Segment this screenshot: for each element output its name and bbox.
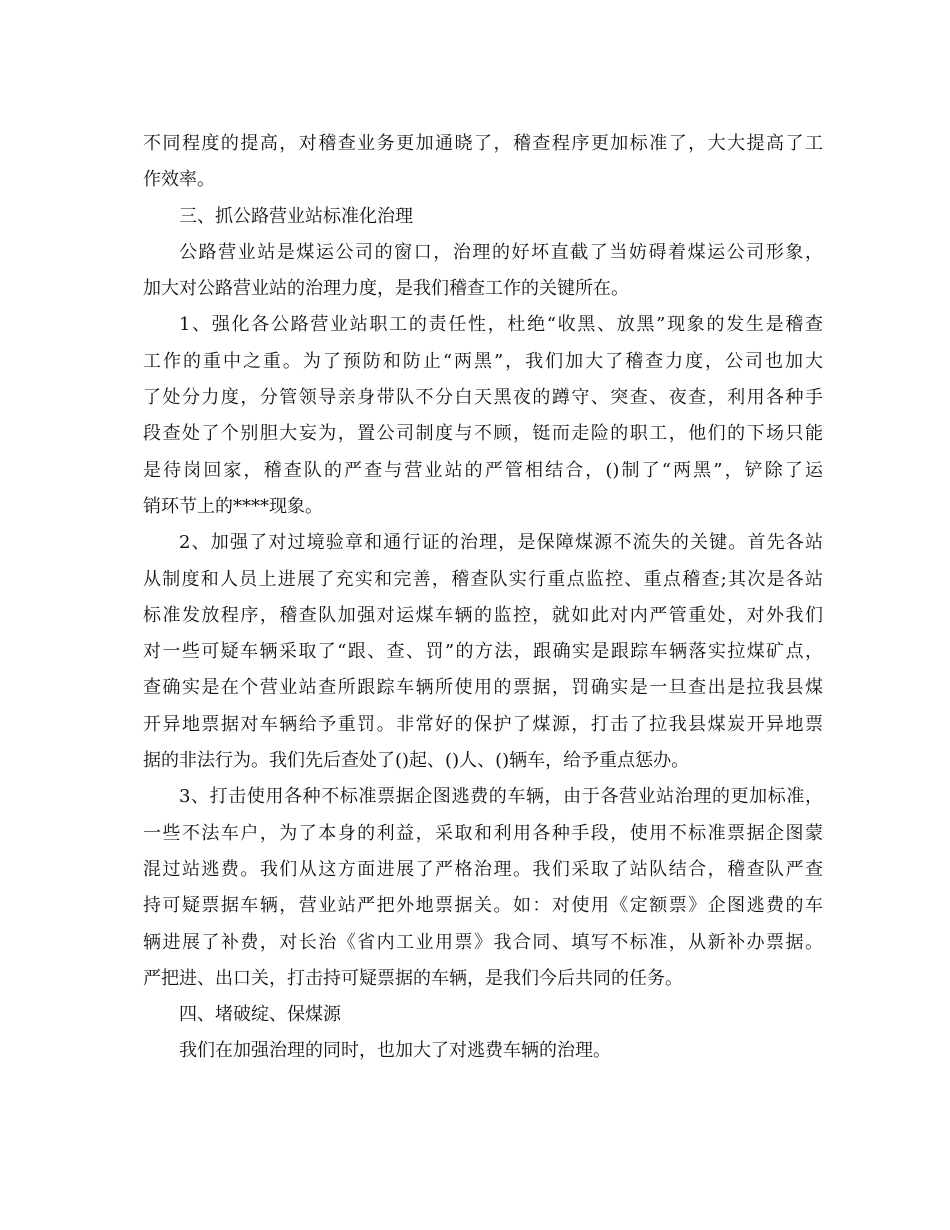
text-line: 3、打击使用各种不标准票据企图逃费的车辆，由于各营业站治理的更加标准， — [179, 786, 823, 808]
text-line: 作效率。 — [143, 169, 215, 191]
text-line: 据的非法行为。我们先后查处了()起、()人、()辆车，给予重点惩办。 — [143, 750, 690, 772]
text-line: 对一些可疑车辆采取了“跟、查、罚”的方法，跟确实是跟踪车辆落实拉煤矿点， — [143, 641, 823, 663]
text-line: 三、抓公路营业站标准化治理 — [179, 205, 413, 227]
text-line: 开异地票据对车辆给予重罚。非常好的保护了煤源，打击了拉我县煤炭开异地票 — [143, 713, 823, 735]
text-line: 标准发放程序，稽查队加强对运煤车辆的监控，就如此对内严管重处，对外我们 — [143, 604, 823, 626]
text-line: 是待岗回家，稽查队的严查与营业站的严管相结合，()制了“两黑”，铲除了运 — [143, 459, 823, 481]
text-line: 工作的重中之重。为了预防和防止“两黑”，我们加大了稽查力度，公司也加大 — [143, 350, 823, 372]
text-line: 了处分力度，分管领导亲身带队不分白天黑夜的蹲守、突查、夜查，利用各种手 — [143, 387, 823, 409]
text-line: 不同程度的提高，对稽查业务更加通晓了，稽查程序更加标准了，大大提高了工 — [143, 133, 823, 154]
text-line: 混过站逃费。我们从这方面进展了严格治理。我们采取了站队结合，稽查队严查 — [143, 858, 823, 880]
text-line: 公路营业站是煤运公司的窗口，治理的好坏直截了当妨碍着煤运公司形象， — [179, 241, 823, 263]
body-text — [143, 126, 823, 1070]
text-line: 四、堵破绽、保煤源 — [179, 1004, 341, 1026]
text-line: 从制度和人员上进展了充实和完善，稽查队实行重点监控、重点稽查;其次是各站 — [143, 568, 823, 590]
text-line: 持可疑票据车辆，营业站严把外地票据关。如：对使用《定额票》企图逃费的车 — [143, 895, 823, 917]
text-line: 查确实是在个营业站查所跟踪车辆所使用的票据，罚确实是一旦查出是拉我县煤 — [143, 677, 823, 699]
text-line: 加大对公路营业站的治理力度，是我们稽查工作的关键所在。 — [143, 278, 629, 300]
text-line: 销环节上的****现象。 — [143, 495, 323, 517]
text-line: 辆进展了补费，对长治《省内工业用票》我合同、填写不标准，从新补办票据。 — [143, 931, 823, 953]
text-line: 2、加强了对过境验章和通行证的治理，是保障煤源不流失的关键。首先各站 — [179, 532, 823, 554]
text-line: 严把进、出口关，打击持可疑票据的车辆，是我们今后共同的任务。 — [143, 967, 683, 989]
text-line: 我们在加强治理的同时，也加大了对逃费车辆的治理。 — [179, 1040, 611, 1062]
text-line: 1、强化各公路营业站职工的责任性，杜绝“收黑、放黑”现象的发生是稽查 — [179, 314, 823, 336]
text-line: 段查处了个别胆大妄为，置公司制度与不顾，铤而走险的职工，他们的下场只能 — [143, 423, 823, 445]
text-line: 一些不法车户，为了本身的利益，采取和利用各种手段，使用不标准票据企图蒙 — [143, 822, 823, 844]
